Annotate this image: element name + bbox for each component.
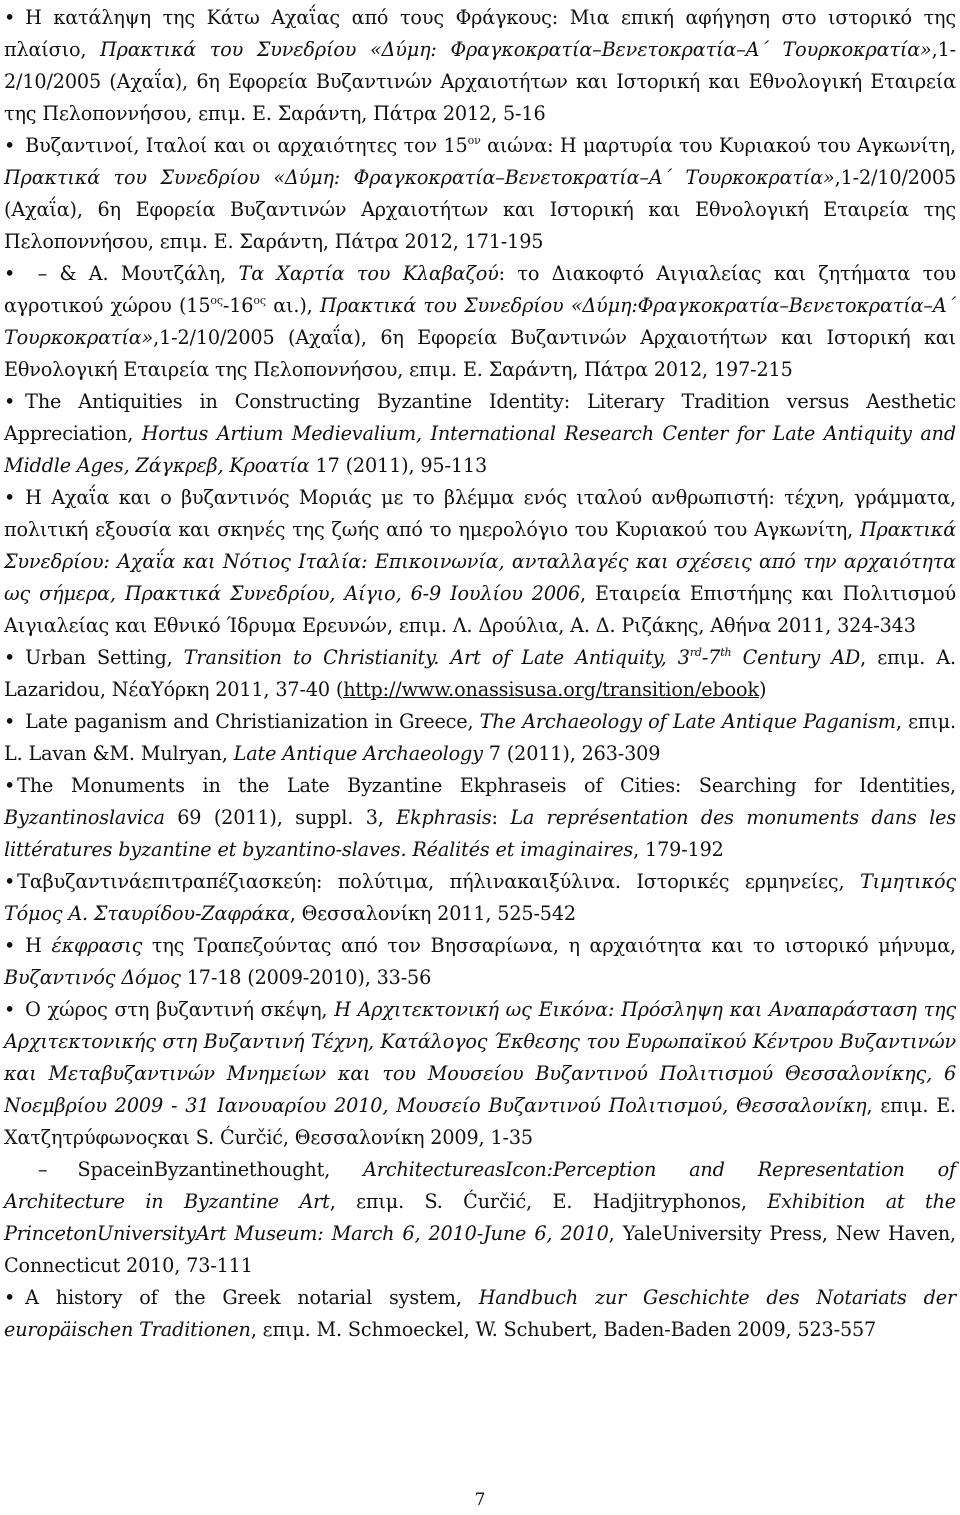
bullet-marker: • <box>4 774 16 797</box>
bibliography-entry <box>4 642 956 706</box>
italic-title: Hortus Artium Medievalium, International Research Center for Late Antiquity and Middle Ages, Ζάγκρεβ, Κροατία <box>4 422 956 477</box>
superscript-text: ος <box>253 294 266 307</box>
italic-title: Η Αρχιτεκτονική ως Εικόνα: Πρόσληψη και Αναπαράσταση της Αρχιτεκτονικής στη Βυζαντινή Τέχνη, Κατάλογος Έκθεσης του Ευρωπαϊκού Κέντρου Βυζαντινών και Μεταβυζαντινών Μνημείων και του Μουσείου Βυζαντινού Πολιτισμού Θεσσαλονίκης, 6 Νοεμβρίου 2009 - 31 Ιανουαρίου 2010, Μουσείο Βυζαντινού Πολιτισμού, Θεσσαλονίκη <box>4 998 956 1117</box>
italic-title: έκφρασις <box>51 934 143 957</box>
bullet-marker: • <box>4 134 16 157</box>
italic-title: Ekphrasis <box>396 806 492 829</box>
entry-text: Η <box>25 934 52 957</box>
italic-title: Exhibition at the PrincetonUniversityArt Museum: March 6, 2010-June 6, 2010 <box>4 1190 956 1245</box>
italic-title: Τιμητικός Τόμος Α. Σταυρίδου-Ζαφράκα <box>4 870 956 925</box>
italic-title: -7 <box>701 646 721 669</box>
entry-text: 69 (2011), suppl. 3, <box>164 806 397 829</box>
entry-text: The Antiquities in Constructing Byzantine Identity: Literary Tradition versus Aesthetic Appreciation, <box>4 390 956 445</box>
url-link[interactable]: http://www.onassisusa.org/transition/ebook <box>343 678 759 701</box>
bullet-marker: • <box>4 262 16 285</box>
bibliography-entry <box>4 994 956 1154</box>
bullet-marker: • <box>4 998 16 1021</box>
bullet-marker: • <box>4 934 16 957</box>
entry-text: SpaceinByzantinethought, <box>77 1158 364 1181</box>
entry-text: Ο χώρος στη βυζαντινή σκέψη, <box>25 998 335 1021</box>
italic-title: Byzantinoslavica <box>4 806 165 829</box>
italic-title: Τα Χαρτία του Κλαβαζού <box>238 262 499 285</box>
entry-text: , επιμ. A. Lazaridou, ΝέαΥόρκη 2011, 37-40 ( <box>4 646 956 701</box>
bibliography-entry <box>4 2 956 130</box>
entry-text: -16 <box>222 294 254 317</box>
bullet-marker: • <box>4 6 16 29</box>
bullet-marker: • <box>4 870 16 893</box>
entry-text: Ταβυζαντινάεπιτραπέζιασκεύη: πολύτιμα, πήλινακαιξύλινα. Ιστορικές ερμηνείες, <box>17 870 861 893</box>
italic-title: Πρακτικά του Συνεδρίου «Δύμη:Φραγκοκρατία–Βενετοκρατία–Α΄ Τουρκοκρατία» <box>4 294 956 349</box>
italic-title: Πρακτικά Συνεδρίου: Αχαΐα και Νότιος Ιταλία: Επικοινωνία, ανταλλαγές και σχέσεις από την αρχαιότητα ως σήμερα, Πρακτικά Συνεδρίου, Αίγιο, 6-9 Ιουλίου 2006 <box>4 518 956 605</box>
entry-text: Urban Setting, <box>25 646 184 669</box>
bibliography-entry <box>4 770 956 866</box>
italic-title: The Archaeology of Late Antique Paganism <box>479 710 896 733</box>
entry-text: , επιμ. S. Ćurčić, E. Hadjitryphonos, <box>329 1190 768 1213</box>
italic-title: Late Antique Archaeology <box>233 742 483 765</box>
entry-text: , YaleUniversity Press, New Haven, Connecticut 2010, 73-111 <box>4 1222 956 1277</box>
entry-text: ,1-2/10/2005 (Αχαΐα), 6η Εφορεία Βυζαντινών Αρχαιοτήτων και Ιστορική και Εθνολογική Εταιρεία της Πελοποννήσου, επιμ. Ε. Σαράντη, Πάτρα 2012, 197-215 <box>4 326 956 381</box>
superscript-text: th <box>720 646 732 659</box>
bibliography-entry <box>4 866 956 930</box>
italic-title: Handbuch zur Geschichte des Notariats der europäischen Traditionen <box>4 1286 956 1341</box>
bibliography-entry <box>4 706 956 770</box>
italic-title: Century AD <box>731 646 861 669</box>
italic-title: La représentation des monuments dans les littératures byzantine et byzantino-slaves. Réalités et imaginaires <box>4 806 957 861</box>
entry-text: αιώνα: Η μαρτυρία του Κυριακού του Αγκωνίτη, <box>480 134 956 157</box>
bibliography-entry <box>4 1282 956 1346</box>
italic-title: Πρακτικά του Συνεδρίου «Δύμη: Φραγκοκρατία–Βενετοκρατία–Α΄ Τουρκοκρατία» <box>4 166 835 189</box>
entry-text: , Θεσσαλονίκη 2011, 525-542 <box>289 902 576 925</box>
entry-text: 17-18 (2009-2010), 33-56 <box>180 966 432 989</box>
bibliography-entry <box>4 258 956 386</box>
entry-text: : το Διακοφτό Αιγιαλείας και ζητήματα του αγροτικού χώρου (15 <box>4 262 956 317</box>
italic-title: Transition to Christianity. Art of Late Antiquity, 3 <box>183 646 690 669</box>
entry-text: Η Αχαΐα και ο βυζαντινός Μοριάς με το βλέμμα ενός ιταλού ανθρωπιστή: τέχνη, γράμματα, πολιτική εξουσία και σκηνές της ζωής από το ημερολόγιο του Κυριακού του Αγκωνίτη, <box>4 486 956 541</box>
entry-text: 7 (2011), 263-309 <box>482 742 661 765</box>
entry-text: Late paganism and Christianization in Greece, <box>25 710 480 733</box>
dash-marker: – <box>38 1158 48 1181</box>
entry-text: The Monuments in the Late Byzantine Ekphraseis of Cities: Searching for Identities, <box>17 774 956 797</box>
entry-text: ,1-2/10/2005 (Αχαΐα), 6η Εφορεία Βυζαντινών Αρχαιοτήτων και Ιστορική και Εθνολογική Εταιρεία της Πελοποννήσου, επιμ. Ε. Σαράντη, Πάτρα 2012, 5-16 <box>4 38 956 125</box>
bibliography-entry <box>4 130 956 258</box>
entry-text: : <box>491 806 511 829</box>
entry-text: 17 (2011), 95-113 <box>309 454 487 477</box>
bibliography-entry <box>4 386 956 482</box>
entry-text: , επιμ. M. Schmoeckel, W. Schubert, Baden-Baden 2009, 523-557 <box>250 1318 877 1341</box>
bibliography-page <box>4 2 956 1346</box>
entry-text: – & Α. Μουτζάλη, <box>25 262 239 285</box>
italic-title: ArchitectureasIcon:Perception and Representation of Architecture in Byzantine Art <box>4 1158 956 1213</box>
bibliography-entry <box>4 1154 956 1282</box>
bullet-marker: • <box>4 710 16 733</box>
superscript-text: rd <box>689 646 702 659</box>
bullet-marker: • <box>4 390 16 413</box>
bibliography-entry <box>4 482 956 642</box>
entry-text: , 179-192 <box>633 838 724 861</box>
italic-title: Πρακτικά του Συνεδρίου «Δύμη: Φραγκοκρατία–Βενετοκρατία–Α΄ Τουρκοκρατία» <box>100 38 932 61</box>
entry-text: , επιμ. Ε. Χατζητρύφωνοςκαι S. Ćurčić, Θεσσαλονίκη 2009, 1-35 <box>4 1094 957 1149</box>
entry-text: , επιμ. L. Lavan &M. Mulryan, <box>4 710 957 765</box>
entry-text: ) <box>758 678 767 701</box>
entry-text: της Τραπεζούντας από τον Βησσαρίωνα, η αρχαιότητα και το ιστορικό μήνυμα, <box>142 934 956 957</box>
page-number: 7 <box>474 1490 486 1510</box>
entry-text: Βυζαντινοί, Ιταλοί και οι αρχαιότητες τον 15 <box>25 134 468 157</box>
entry-text: αι.), <box>265 294 320 317</box>
bullet-marker: • <box>4 646 16 669</box>
entry-text: , Εταιρεία Επιστήμης και Πολιτισμού Αιγιαλείας και Εθνικό Ίδρυμα Ερευνών, επιμ. Λ. Δρούλια, Α. Δ. Ριζάκης, Αθήνα 2011, 324-343 <box>4 582 956 637</box>
superscript-text: ος <box>210 294 223 307</box>
bullet-marker: • <box>4 1286 16 1309</box>
superscript-text: ον <box>467 134 481 147</box>
bullet-marker: • <box>4 486 16 509</box>
entry-text: Η κατάληψη της Κάτω Αχαΐας από τους Φράγκους: Μια επική αφήγηση στο ιστορικό της πλαίσιο, <box>4 6 956 61</box>
italic-title: Βυζαντινός Δόμος <box>4 966 181 989</box>
entry-text: ,1-2/10/2005 (Αχαΐα), 6η Εφορεία Βυζαντινών Αρχαιοτήτων και Ιστορική και Εθνολογική Εταιρεία της Πελοποννήσου, επιμ. Ε. Σαράντη, Πάτρα 2012, 171-195 <box>4 166 956 253</box>
entry-text: A history of the Greek notarial system, <box>25 1286 479 1309</box>
bibliography-entry <box>4 930 956 994</box>
bibliography-list <box>4 2 956 1346</box>
